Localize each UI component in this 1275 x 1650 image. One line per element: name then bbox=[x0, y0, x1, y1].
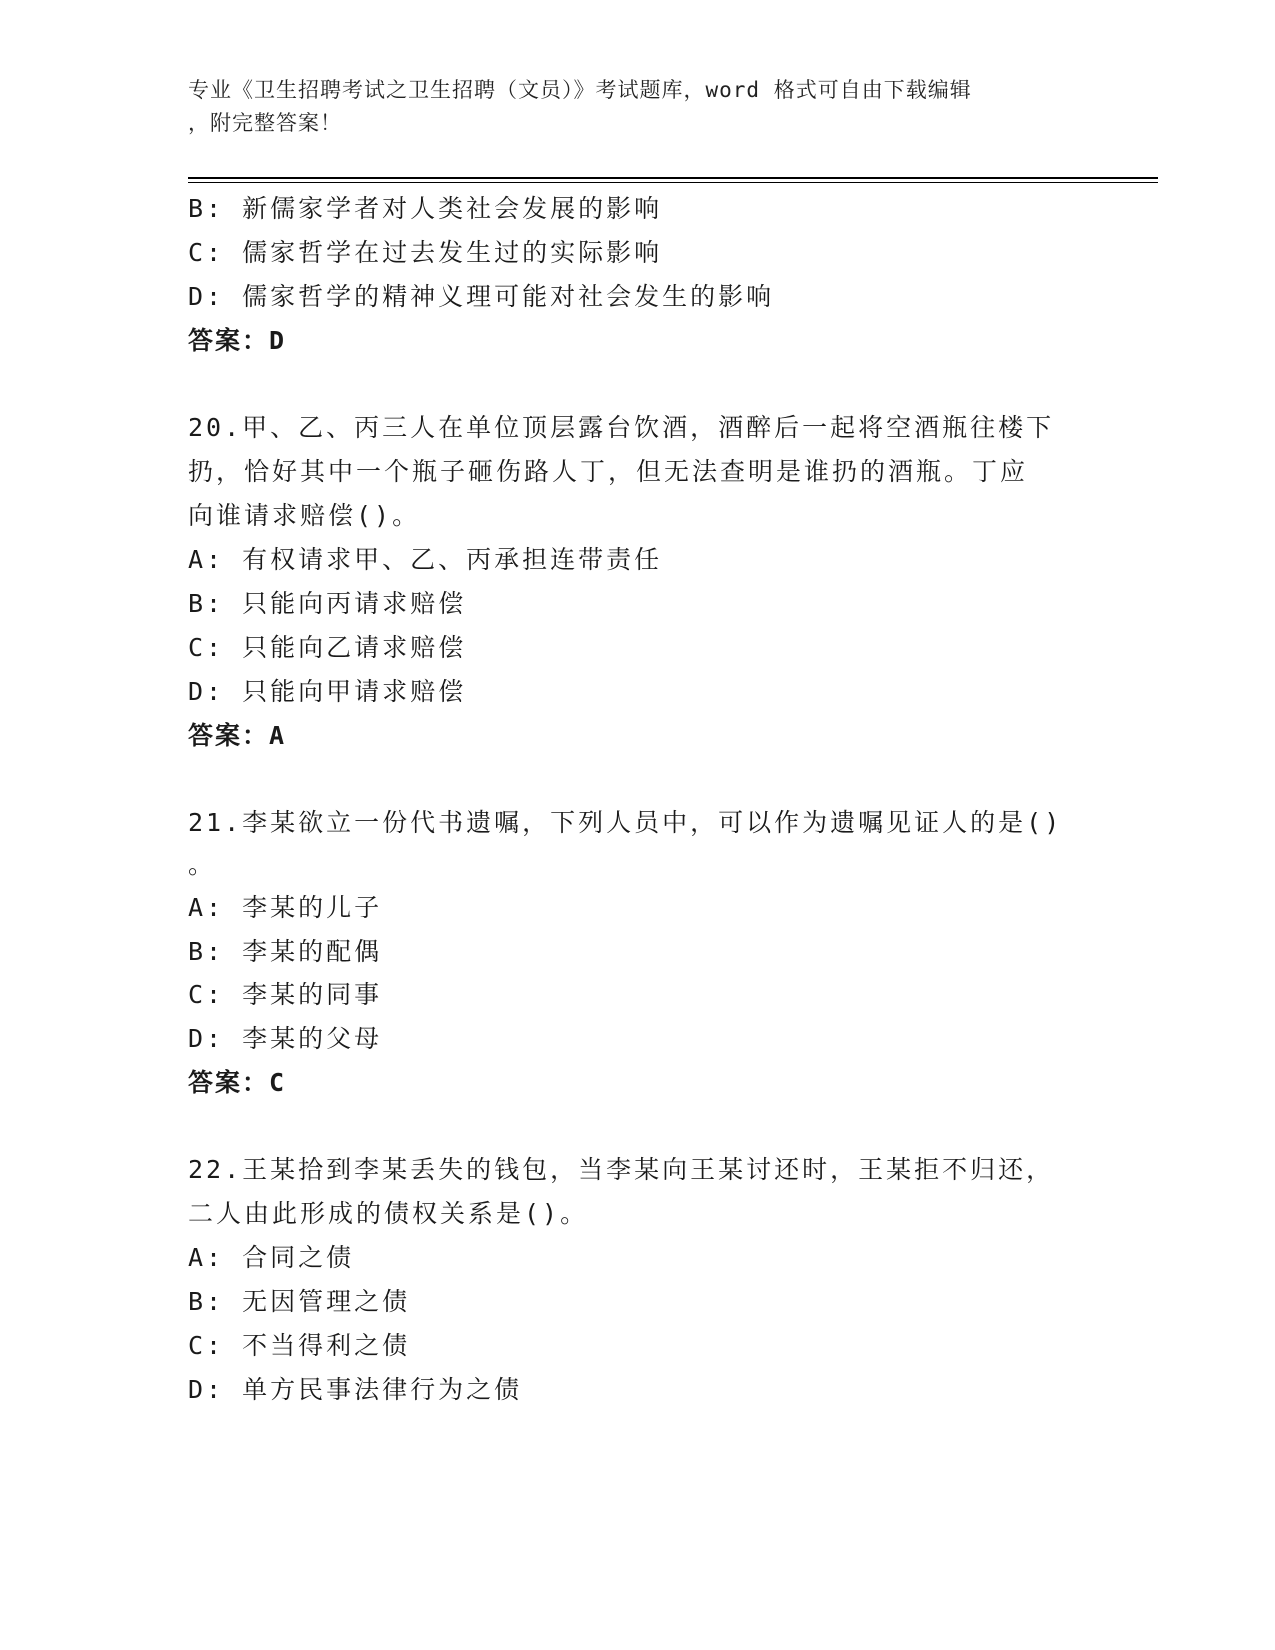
header-line-2: ，附完整答案！ bbox=[188, 111, 342, 135]
q22-stem-line-2: 二人由此形成的债权关系是()。 bbox=[188, 1199, 589, 1228]
q19-answer: 答案：D bbox=[188, 326, 287, 355]
q21-option-a: A: 李某的儿子 bbox=[188, 893, 383, 922]
q20-stem-line-2: 扔，恰好其中一个瓶子砸伤路人丁，但无法查明是谁扔的酒瓶。丁应 bbox=[188, 457, 1029, 486]
q22-option-c: C: 不当得利之债 bbox=[188, 1331, 411, 1360]
q21-stem-line-2: 。 bbox=[188, 850, 217, 879]
q21-answer: 答案：C bbox=[188, 1068, 287, 1097]
q22-option-b: B: 无因管理之债 bbox=[188, 1287, 411, 1316]
q21-stem-line-1: 21.李某欲立一份代书遗嘱，下列人员中，可以作为遗嘱见证人的是() bbox=[188, 808, 1063, 837]
q22-option-d: D: 单方民事法律行为之债 bbox=[188, 1375, 523, 1404]
header-line-1: 专业《卫生招聘考试之卫生招聘（文员）》考试题库，word 格式可自由下载编辑 bbox=[188, 78, 972, 102]
q21-option-c: C: 李某的同事 bbox=[188, 980, 383, 1009]
q20-option-d: D: 只能向甲请求赔偿 bbox=[188, 677, 467, 706]
header-divider-thin bbox=[188, 182, 1158, 183]
q19-option-b: B: 新儒家学者对人类社会发展的影响 bbox=[188, 194, 663, 223]
q20-stem-line-3: 向谁请求赔偿()。 bbox=[188, 501, 421, 530]
header-divider-thick bbox=[188, 177, 1158, 179]
q20-option-a: A: 有权请求甲、乙、丙承担连带责任 bbox=[188, 545, 663, 574]
q21-option-b: B: 李某的配偶 bbox=[188, 937, 383, 966]
q20-option-b: B: 只能向丙请求赔偿 bbox=[188, 589, 467, 618]
q20-answer: 答案：A bbox=[188, 721, 287, 750]
q19-option-d: D: 儒家哲学的精神义理可能对社会发生的影响 bbox=[188, 282, 775, 311]
q20-stem-line-1: 20.甲、乙、丙三人在单位顶层露台饮酒，酒醉后一起将空酒瓶往楼下 bbox=[188, 413, 1055, 442]
q22-stem-line-1: 22.王某拾到李某丢失的钱包，当李某向王某讨还时，王某拒不归还， bbox=[188, 1155, 1055, 1184]
q21-option-d: D: 李某的父母 bbox=[188, 1024, 383, 1053]
q22-option-a: A: 合同之债 bbox=[188, 1243, 355, 1272]
document-header bbox=[188, 74, 1088, 140]
q19-option-c: C: 儒家哲学在过去发生过的实际影响 bbox=[188, 238, 663, 267]
q20-option-c: C: 只能向乙请求赔偿 bbox=[188, 633, 467, 662]
